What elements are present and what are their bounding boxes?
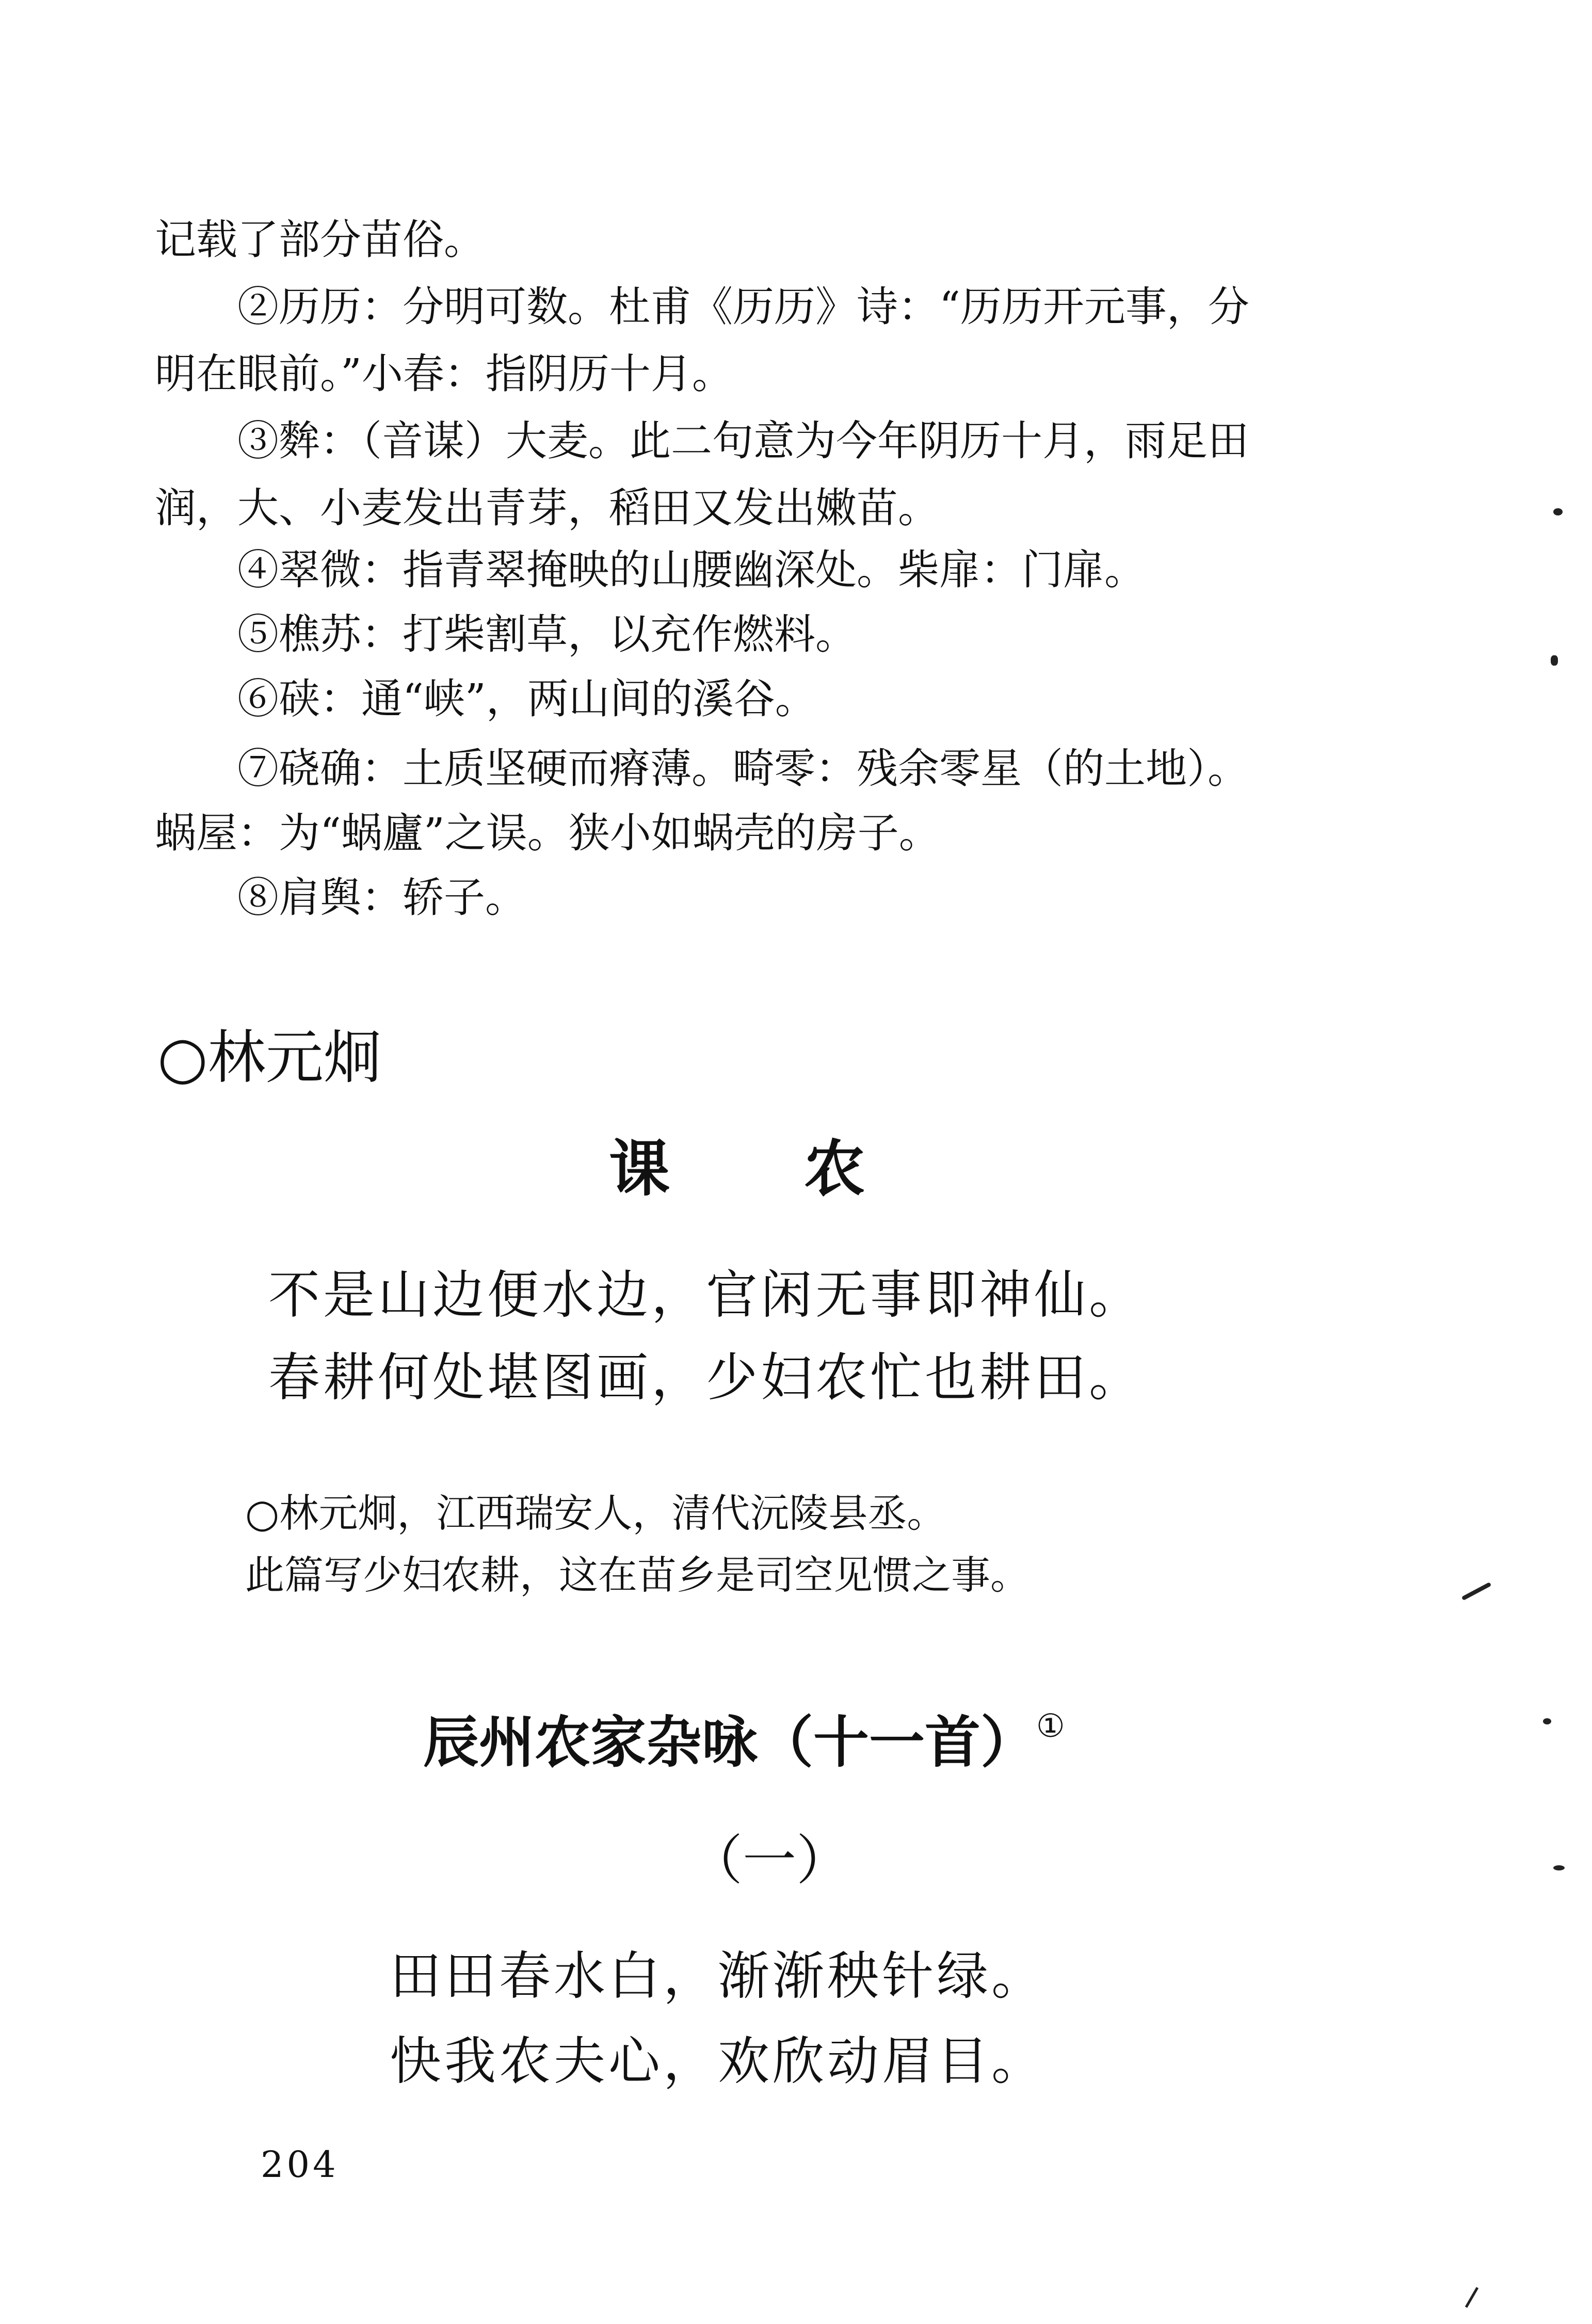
poem-title [423, 1692, 1065, 1777]
scan-speck [1553, 508, 1563, 515]
page-number: 204 [261, 2143, 339, 2186]
author-heading: ○林元炯 [157, 1024, 381, 1091]
note-line: ③麰：（音谋）大麦。此二句意为今年阴历十月，雨足田 [237, 417, 1249, 465]
author-bio-line: 此篇写少妇农耕，这在苗乡是司空见惯之事。 [245, 1552, 1030, 1598]
note-line: ④翠微：指青翠掩映的山腰幽深处。柴扉：门扉。 [237, 546, 1146, 594]
note-line: ⑧肩舆：轿子。 [237, 874, 526, 922]
note-line: ②历历：分明可数。杜甫《历历》诗：“历历开元事，分 [237, 283, 1249, 331]
scan-speck [1461, 1582, 1491, 1601]
note-line: ⑤樵苏：打柴割草，以充作燃料。 [237, 610, 857, 658]
note-line: 明在眼前。”小春：指阴历十月。 [155, 350, 733, 398]
poem-line: 春耕何处堪图画，少妇农忙也耕田。 [268, 1347, 1144, 1408]
poem-line: 快我农夫心，欢欣动眉目。 [390, 2031, 1046, 2091]
footnote-marker: ① [1036, 1707, 1065, 1745]
author-bio-line: ○林元炯，江西瑞安人，清代沅陵县丞。 [245, 1490, 946, 1536]
note-line: 记载了部分苗俗。 [155, 216, 485, 264]
note-line: ⑥硖：通“峡”，两山间的溪谷。 [237, 675, 816, 723]
poem-section-number: （一） [689, 1829, 850, 1892]
poem-line: 不是山边便水边，官闲无事即神仙。 [268, 1265, 1144, 1325]
scan-speck [1551, 655, 1558, 666]
scan-speck [1553, 1865, 1565, 1870]
poem-title-text: 辰州农家杂咏（十一首） [423, 1710, 1037, 1775]
poem-title: 课农 [609, 1133, 1000, 1204]
note-line: 蜗屋：为“蜗廬”之误。狭小如蜗壳的房子。 [155, 809, 940, 857]
note-line: 润，大、小麦发出青芽，稻田又发出嫩苗。 [155, 484, 939, 532]
scan-speck [1543, 1718, 1551, 1724]
poem-line: 田田春水白，渐渐秧针绿。 [390, 1946, 1046, 2006]
scan-speck [1465, 2287, 1478, 2308]
note-line: ⑦硗确：土质坚硬而瘠薄。畸零：残余零星（的土地）。 [237, 745, 1249, 793]
